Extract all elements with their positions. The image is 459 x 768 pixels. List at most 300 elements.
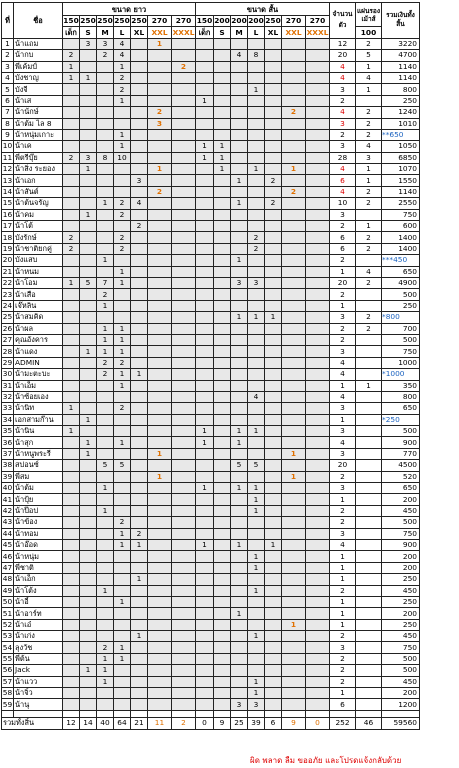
row-short-3 [248,129,265,140]
size-short-5: XXL [282,27,306,38]
summary-label: รวมทั้งสิ้น [2,717,63,729]
table-row [2,551,420,562]
row-long-3: 1 [114,653,131,664]
table-row [2,460,420,471]
row-short-2: 1 [231,198,248,209]
row-long-4 [131,255,148,266]
row-short-5 [282,528,306,539]
table-row [2,574,420,585]
row-short-4 [265,243,282,254]
row-short-0 [196,164,214,175]
row-long-3: 2 [114,357,131,368]
row-long-3 [114,608,131,619]
row-short-0 [196,129,214,140]
row-short-4: 2 [265,198,282,209]
row-short-4 [265,585,282,596]
table-row [2,232,420,243]
row-short-5 [282,312,306,323]
row-no: 9 [2,129,14,140]
row-long-6 [172,494,196,505]
row-patch [356,642,382,653]
row-short-5 [282,346,306,357]
row-long-3: 1 [114,323,131,334]
row-short-3 [248,665,265,676]
row-long-2 [97,107,114,118]
row-long-3 [114,426,131,437]
row-short-2 [231,494,248,505]
spacer-cell [282,710,306,717]
row-long-3 [114,164,131,175]
row-short-6 [306,699,330,710]
row-name: น้ากบ [14,50,63,61]
row-no: 24 [2,300,13,310]
row-short-5 [282,232,306,243]
row-long-3 [114,118,131,129]
row-short-2 [231,107,248,118]
row-long-4 [131,357,148,368]
row-long-0: 2 [63,152,80,163]
row-patch [356,631,382,642]
row-name: น้าน้กษ์ [14,107,63,118]
row-count: 3 [330,448,356,459]
row-count: 1 [330,562,356,573]
row-long-4 [131,118,148,129]
row-no: 27 [2,335,13,345]
row-long-4 [131,699,148,710]
row-short-3 [248,255,265,266]
row-total: *1000 [382,369,420,380]
row-short-1 [214,528,231,539]
row-long-0 [63,289,80,300]
row-patch [356,414,382,425]
row-long-0 [63,300,80,311]
row-long-5 [148,551,172,562]
row-patch: 2 [356,323,382,334]
row-short-5 [282,380,306,391]
row-long-2 [97,608,114,619]
summary-short-6: 0 [306,717,330,729]
row-long-6 [172,448,196,459]
row-long-1: 1 [80,437,97,448]
row-count: 4 [330,539,356,550]
row-short-2: 3 [231,277,248,288]
table-row [2,164,420,175]
row-patch: 2 [356,118,382,129]
row-short-4 [265,380,282,391]
row-no: 48 [2,574,13,584]
row-long-4 [131,460,148,471]
row-short-5 [282,369,306,380]
row-long-1 [80,699,97,710]
row-no: 42 [2,505,13,515]
row-long-3: 1 [114,596,131,607]
row-short-4 [265,50,282,61]
row-short-6 [306,266,330,277]
row-total: 200 [382,551,420,562]
row-short-2 [231,221,248,232]
row-short-3 [248,596,265,607]
row-short-5 [282,198,306,209]
row-long-6 [172,688,196,699]
row-short-6 [306,631,330,642]
row-long-3: 1 [114,437,131,448]
row-short-5 [282,483,306,494]
row-long-1 [80,84,97,95]
row-long-0 [63,186,80,197]
row-short-1 [214,494,231,505]
row-long-3: 5 [114,460,131,471]
row-short-4 [265,631,282,642]
row-long-1 [80,243,97,254]
row-long-2 [97,209,114,220]
row-total: *250 [382,414,420,425]
row-long-4 [131,300,148,311]
row-long-5: 2 [148,186,172,197]
row-short-0 [196,471,214,482]
row-name: บังแสบ [14,255,63,266]
row-total: 500 [382,289,420,300]
row-long-1: 1 [80,164,97,175]
row-patch: 1 [356,221,382,232]
row-long-5: 1 [148,38,172,49]
row-short-1: 1 [214,152,231,163]
row-long-1 [80,653,97,664]
row-long-3 [114,448,131,459]
summary-long-4: 21 [131,717,148,729]
row-short-5 [282,665,306,676]
summary-short-1: 9 [214,717,231,729]
table-row [2,289,420,300]
row-no: 21 [2,266,13,276]
row-patch [356,494,382,505]
row-total: 2550 [382,198,420,209]
row-short-6 [306,471,330,482]
row-long-3 [114,255,131,266]
row-long-2 [97,72,114,83]
row-long-6 [172,642,196,653]
row-long-2 [97,380,114,391]
row-short-0 [196,619,214,630]
row-long-3 [114,619,131,630]
row-long-0 [63,517,80,528]
row-long-2: 1 [97,300,114,311]
row-patch: 2 [356,38,382,49]
row-long-6 [172,631,196,642]
row-long-6 [172,72,196,83]
row-short-5 [282,334,306,345]
row-count: 4 [330,164,356,175]
row-short-2 [231,596,248,607]
row-long-2: 2 [97,642,114,653]
row-short-4 [265,642,282,653]
table-row [2,562,420,573]
row-short-2 [231,369,248,380]
row-short-5 [282,403,306,414]
row-short-0 [196,631,214,642]
row-short-5 [282,61,306,72]
row-long-0 [63,653,80,664]
size-short-4: XL [265,27,282,38]
row-long-5 [148,312,172,323]
row-no: 28 [2,346,13,356]
row-long-5 [148,277,172,288]
row-short-1 [214,221,231,232]
row-short-1 [214,61,231,72]
row-total: 250 [382,574,420,585]
row-short-2 [231,653,248,664]
row-short-3: 4 [248,391,265,402]
row-short-6 [306,118,330,129]
table-row [2,61,420,72]
row-total: 1140 [382,61,420,72]
table-row [2,243,420,254]
table-row [2,277,420,288]
row-long-1 [80,334,97,345]
row-total: 1050 [382,141,420,152]
row-long-0 [63,84,80,95]
row-short-3: 1 [248,483,265,494]
row-short-5 [282,118,306,129]
row-short-0: 1 [196,152,214,163]
row-long-6 [172,50,196,61]
row-long-2 [97,517,114,528]
row-long-3 [114,631,131,642]
spacer-cell [330,710,356,717]
row-long-4 [131,585,148,596]
row-long-2 [97,243,114,254]
row-short-0: 1 [196,539,214,550]
table-row [2,221,420,232]
row-long-3: 10 [114,152,131,163]
row-short-4 [265,483,282,494]
row-long-2: 1 [97,255,114,266]
row-long-1 [80,676,97,687]
row-short-5: 2 [282,186,306,197]
row-long-1 [80,642,97,653]
row-long-5 [148,255,172,266]
row-name: คุณอังคาร [14,334,63,345]
row-short-1 [214,107,231,118]
row-long-6 [172,129,196,140]
row-long-4 [131,129,148,140]
row-patch: 1 [356,84,382,95]
row-long-6: 2 [172,61,196,72]
row-short-0 [196,505,214,516]
row-count: 2 [330,653,356,664]
row-long-4 [131,84,148,95]
row-short-6 [306,312,330,323]
row-long-1 [80,369,97,380]
row-name: น้านิน [14,426,63,437]
row-long-0 [63,596,80,607]
row-short-2 [231,323,248,334]
row-short-0 [196,653,214,664]
row-patch: 1 [356,380,382,391]
row-no: 53 [2,631,13,641]
row-long-5 [148,391,172,402]
row-short-6 [306,676,330,687]
row-short-4 [265,608,282,619]
row-short-6 [306,585,330,596]
row-long-2: 2 [97,50,114,61]
row-count: 1 [330,619,356,630]
row-short-3 [248,448,265,459]
row-short-4 [265,437,282,448]
row-short-5 [282,38,306,49]
row-long-4 [131,164,148,175]
row-long-1 [80,494,97,505]
row-patch [356,699,382,710]
row-patch [356,369,382,380]
row-name: น้าป๊อป [14,505,63,516]
table-row [2,391,420,402]
row-short-3 [248,186,265,197]
row-long-4 [131,61,148,72]
row-no: 7 [2,107,14,118]
size-short-2: M [231,27,248,38]
row-long-0 [63,380,80,391]
row-short-6 [306,323,330,334]
row-name: พี่สม [14,471,63,482]
spacer-cell [14,710,63,717]
row-short-3 [248,619,265,630]
row-long-3: 1 [114,266,131,277]
header-row-sizes [2,27,420,38]
row-no: 52 [2,619,13,629]
price-long-1: 250 [80,16,96,26]
spacer-cell [356,710,382,717]
row-long-4 [131,334,148,345]
row-short-5 [282,596,306,607]
row-short-4 [265,665,282,676]
row-short-3 [248,152,265,163]
table-row [2,129,420,140]
row-long-1 [80,585,97,596]
row-total: 500 [382,517,420,528]
short-group-header: ขนาด สั้น [196,3,330,16]
price-short-3: 200 [248,16,264,26]
row-no: 56 [2,665,13,675]
row-long-3 [114,665,131,676]
row-long-0 [63,551,80,562]
row-long-3 [114,312,131,323]
row-long-1: 3 [80,152,97,163]
row-long-0 [63,164,80,175]
row-short-3: 3 [248,699,265,710]
row-short-1: 1 [214,164,231,175]
row-name: น้าเค [14,141,63,152]
row-long-5 [148,528,172,539]
row-short-3 [248,175,265,186]
row-long-0 [63,107,80,118]
summary-short-0: 0 [196,717,214,729]
row-short-5 [282,391,306,402]
row-no: 34 [2,414,13,424]
row-count: 1 [330,494,356,505]
row-short-6 [306,175,330,186]
spacer-cell [196,710,214,717]
row-long-5 [148,517,172,528]
row-short-1 [214,300,231,311]
row-short-2 [231,414,248,425]
row-no: 26 [2,323,13,333]
row-long-5 [148,460,172,471]
row-long-0 [63,494,80,505]
row-short-4 [265,448,282,459]
row-total: 500 [382,334,420,345]
row-short-2 [231,562,248,573]
row-short-5 [282,608,306,619]
row-long-2 [97,688,114,699]
price-long-5: 270 [148,16,172,27]
row-long-2: 1 [97,334,114,345]
row-short-6 [306,539,330,550]
row-no: 3 [2,61,14,72]
row-long-0 [63,118,80,129]
row-total: 200 [382,494,420,505]
row-long-2 [97,118,114,129]
row-long-0 [63,631,80,642]
row-name: น้าจิ้ว [14,688,63,699]
row-long-6 [172,243,196,254]
row-name: บังรักษ์ [14,232,63,243]
row-count: 1 [330,266,356,277]
table-row [2,84,420,95]
row-total: 500 [382,426,420,437]
row-total: 1140 [382,186,420,197]
row-short-5 [282,289,306,300]
table-row [2,50,420,61]
row-short-2: 1 [231,312,248,323]
row-short-0 [196,175,214,186]
row-short-2 [231,243,248,254]
row-count: 3 [330,528,356,539]
row-long-5 [148,129,172,140]
row-patch [356,653,382,664]
row-long-6 [172,118,196,129]
row-short-0 [196,300,214,311]
row-short-5: 2 [282,107,306,118]
row-long-5 [148,596,172,607]
row-long-1 [80,198,97,209]
row-name: น้าเอก [14,175,63,186]
row-count: 4 [330,391,356,402]
row-short-3: 1 [248,562,265,573]
row-no: 59 [2,699,13,709]
price-short-0: 150 [196,16,213,26]
row-name: น้าเอ็ก [14,574,63,585]
summary-count: 252 [330,717,356,729]
row-count: 2 [330,517,356,528]
row-no: 10 [2,141,13,151]
row-name: น้าซ้อยเอง [14,391,63,402]
row-long-6 [172,596,196,607]
row-short-5 [282,95,306,106]
row-short-3 [248,369,265,380]
row-short-6 [306,448,330,459]
row-long-0 [63,323,80,334]
row-long-2: 5 [97,460,114,471]
row-short-2 [231,528,248,539]
row-short-1 [214,562,231,573]
row-short-0 [196,676,214,687]
row-long-5 [148,198,172,209]
price-short-6: 270 [306,16,330,27]
row-short-3 [248,38,265,49]
row-short-6 [306,198,330,209]
row-long-3 [114,699,131,710]
row-short-2: 1 [231,539,248,550]
